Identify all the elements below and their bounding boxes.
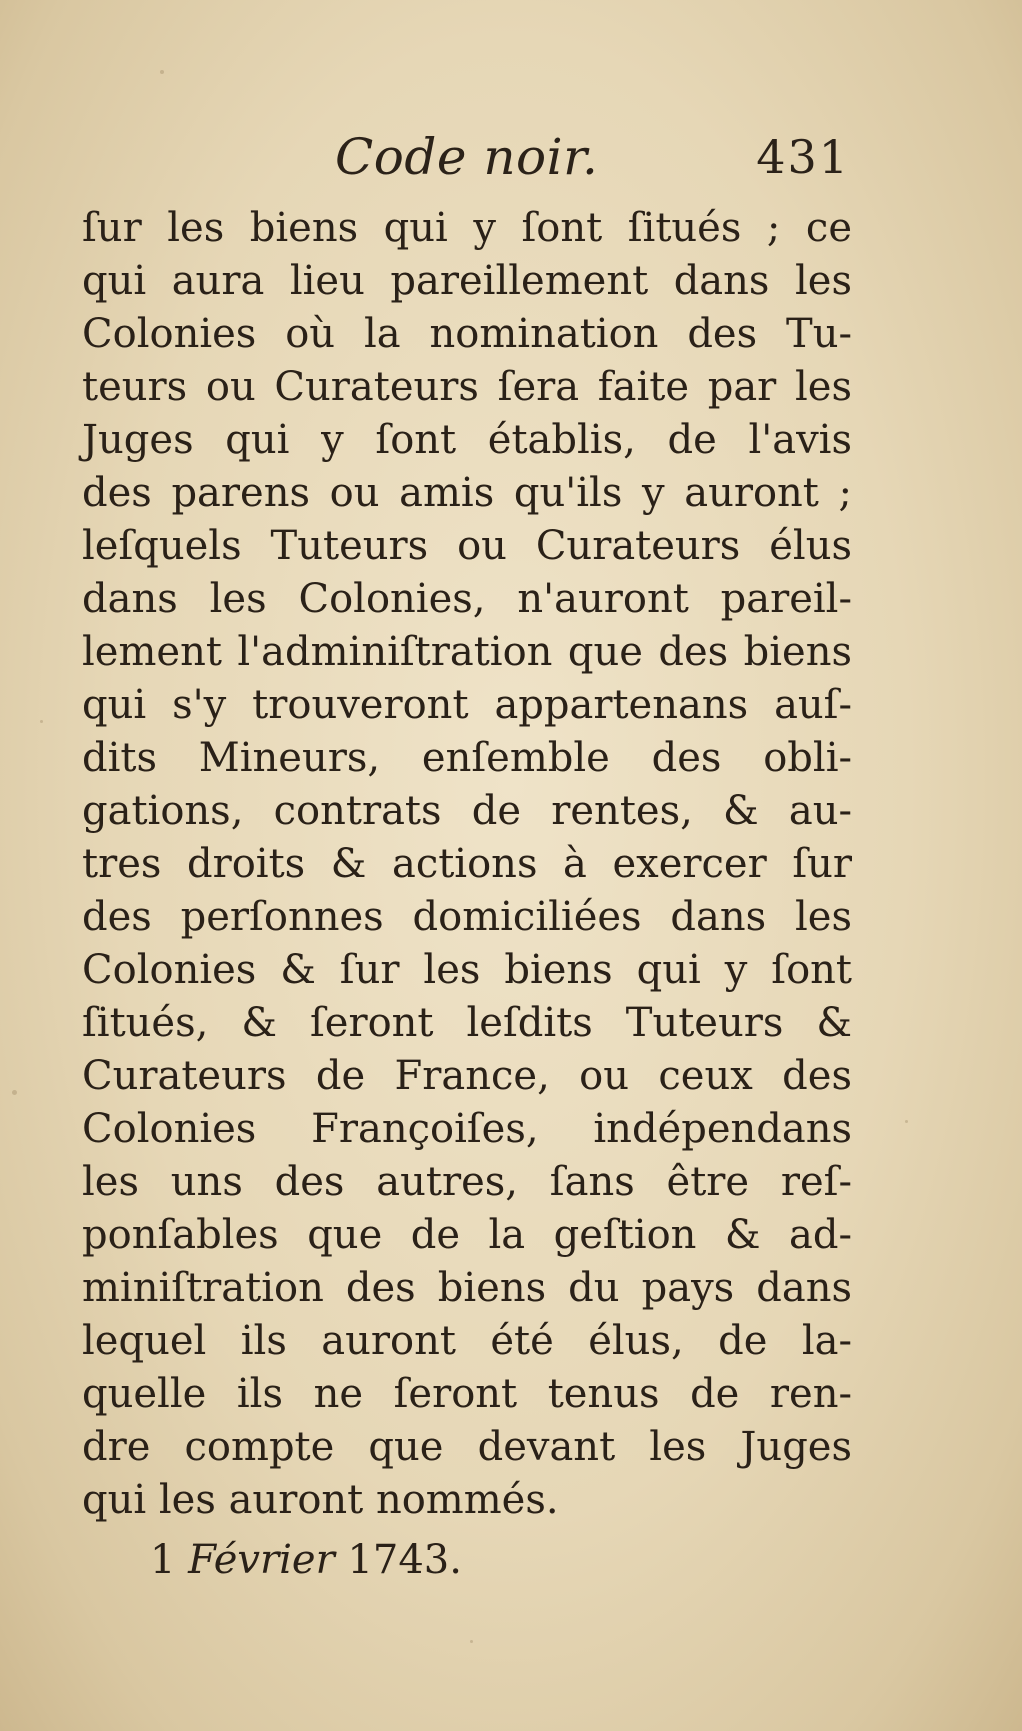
text-line: dits Mineurs, enſemble des obli- [82, 735, 852, 781]
text-line: miniſtration des biens du pays dans [82, 1265, 852, 1311]
date-year: 1743. [347, 1537, 462, 1583]
text-line: quelle ils ne ſeront tenus de ren- [82, 1371, 852, 1417]
text-line: ponſables que de la geſtion & ad- [82, 1212, 852, 1258]
text-line: qui aura lieu pareillement dans les [82, 258, 852, 304]
text-line: tres droits & actions à exercer ſur [82, 841, 852, 887]
date-day: 1 [150, 1537, 176, 1583]
text-line: teurs ou Curateurs ſera faite par les [82, 364, 852, 410]
text-line: les uns des autres, ſans être reſ- [82, 1159, 852, 1205]
date-line [150, 1537, 462, 1583]
text-line: gations, contrats de rentes, & au- [82, 788, 852, 834]
text-line: Colonies où la nomination des Tu- [82, 311, 852, 357]
text-line: leſquels Tuteurs ou Curateurs élus [82, 523, 852, 569]
text-line: Colonies & ſur les biens qui y ſont [82, 947, 852, 993]
text-line: ſur les biens qui y ſont ſitués ; ce [82, 205, 852, 251]
page-number: 431 [756, 130, 850, 184]
text-line: Curateurs de France, ou ceux des [82, 1053, 852, 1099]
paper-speck [12, 1090, 17, 1095]
date-month: Février [188, 1537, 335, 1583]
text-line: des perſonnes domiciliées dans les [82, 894, 852, 940]
text-line: ſitués, & ſeront leſdits Tuteurs & [82, 1000, 852, 1046]
text-line: lement l'adminiſtration que des biens [82, 629, 852, 675]
text-line: dans les Colonies, n'auront pareil- [82, 576, 852, 622]
running-title: Code noir. [335, 128, 599, 186]
paper-speck [905, 1120, 908, 1123]
paper-speck [40, 720, 43, 723]
text-line: qui s'y trouveront appartenans auſ- [82, 682, 852, 728]
paper-speck [470, 1640, 473, 1643]
body-text [82, 202, 852, 1527]
paper-speck [160, 70, 164, 74]
text-line: Juges qui y ſont établis, de l'avis [82, 417, 852, 463]
text-line: Colonies Françoiſes, indépendans [82, 1106, 852, 1152]
text-line: lequel ils auront été élus, de la- [82, 1318, 852, 1364]
text-line: des parens ou amis qu'ils y auront ; [82, 470, 852, 516]
text-line: qui les auront nommés. [82, 1477, 559, 1523]
text-line: dre compte que devant les Juges [82, 1424, 852, 1470]
page-header [80, 128, 850, 198]
